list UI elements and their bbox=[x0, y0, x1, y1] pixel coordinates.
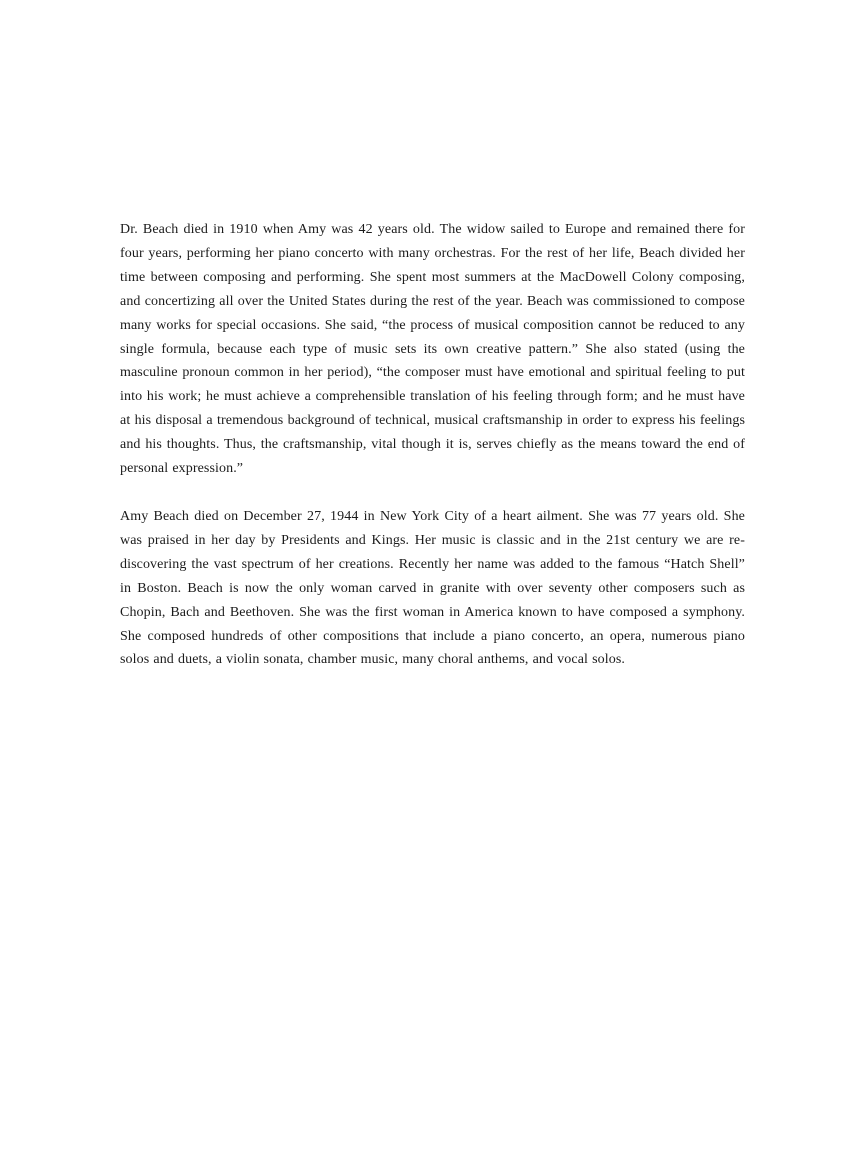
paragraph-biography-later-life: Dr. Beach died in 1910 when Amy was 42 years old. The widow sailed to Europe and remained there for four years, performing her piano concerto with many orchestras. For the rest of her life, Beach divided her time between composing and performing. She spent most summers at the MacDowell Colony composing, and concertizing all over the United States during the rest of the year. Beach was commissioned to compose many works for special occasions. She said, “the process of musical composition cannot be reduced to any single formula, because each type of music sets its own creative pattern.” She also stated (using the masculine pronoun common in her period), “the composer must have emotional and spiritual feeling to put into his work; he must achieve a comprehensible translation of his feeling through form; and he must have at his disposal a tremendous background of technical, musical craftsmanship in order to express his feelings and his thoughts. Thus, the craftsmanship, vital though it is, serves chiefly as the means toward the end of personal expression.” bbox=[120, 222, 745, 477]
document-body bbox=[120, 218, 745, 672]
paragraph-biography-death-legacy: Amy Beach died on December 27, 1944 in New York City of a heart ailment. She was 77 years old. She was praised in her day by Presidents and Kings. Her music is classic and in the 21st century we are re-discovering the vast spectrum of her creations. Recently her name was added to the famous “Hatch Shell” in Boston. Beach is now the only woman carved in granite with over seventy other composers such as Chopin, Bach and Beethoven. She was the first woman in America known to have composed a symphony. She composed hundreds of other compositions that include a piano concerto, an opera, numerous piano solos and duets, a violin sonata, chamber music, many choral anthems, and vocal solos. bbox=[120, 508, 745, 668]
